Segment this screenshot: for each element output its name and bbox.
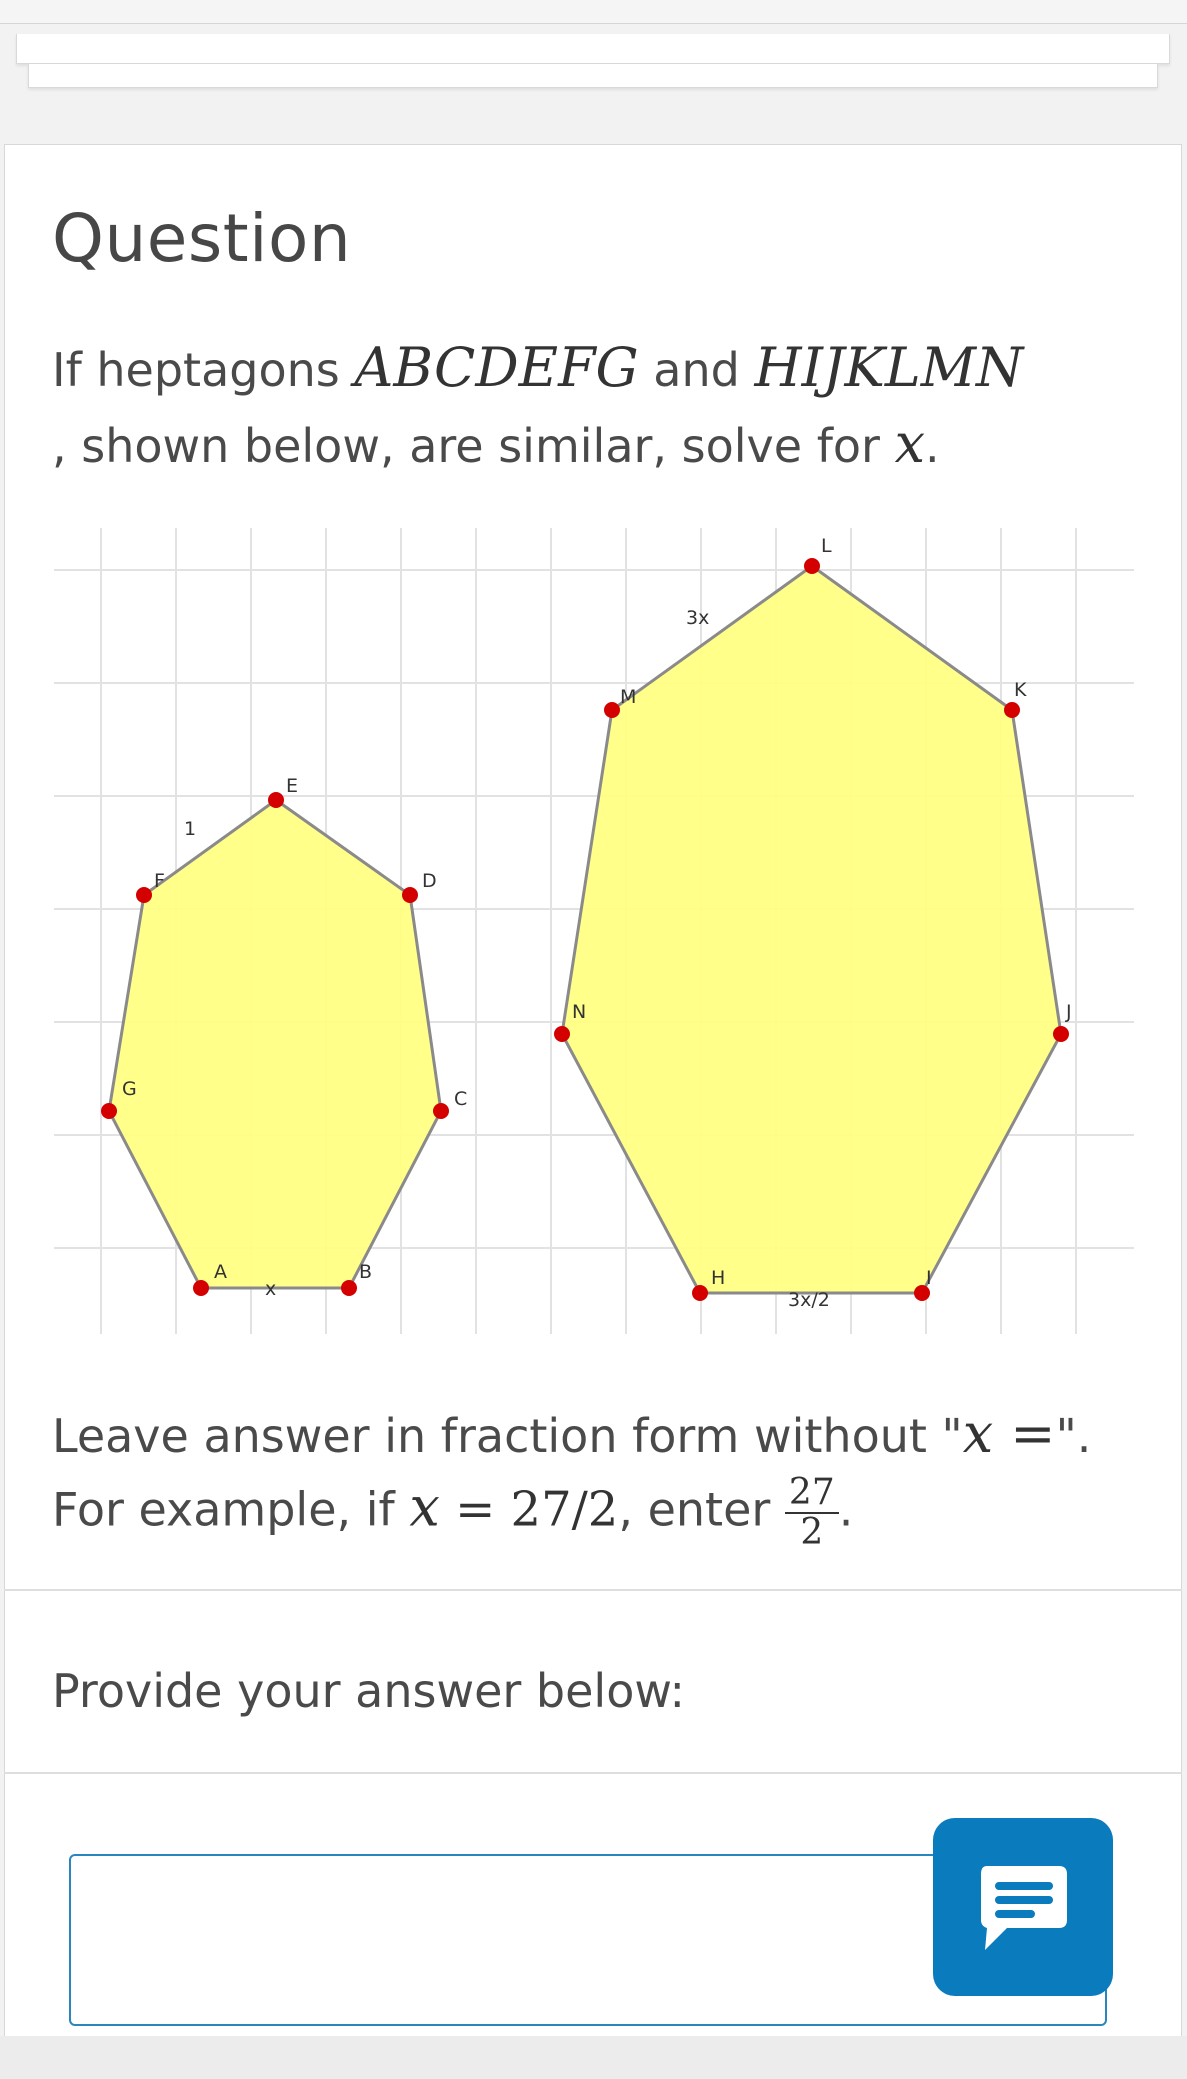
side-fe-label: 1 — [184, 818, 197, 840]
page-title: Question — [52, 200, 352, 277]
heptagon-hijklmn — [562, 566, 1061, 1293]
label-l: L — [821, 535, 832, 557]
question-text: If heptagons — [52, 343, 355, 397]
vertex-j — [1053, 1026, 1069, 1042]
label-e: E — [286, 775, 299, 797]
instruction-text: Leave answer in fraction form without " — [52, 1409, 963, 1463]
variable-x: x — [894, 412, 926, 475]
instruction-text: . — [838, 1482, 854, 1537]
shape2-name: HIJKLMN — [754, 336, 1024, 399]
label-n: N — [572, 1001, 587, 1023]
label-f: F — [154, 870, 165, 892]
instruction-text: , enter — [618, 1482, 785, 1537]
label-c: C — [454, 1088, 468, 1110]
question-text: and — [638, 343, 755, 397]
section-divider — [4, 1589, 1182, 1591]
label-i: I — [926, 1267, 932, 1289]
vertex-n — [554, 1026, 570, 1042]
example-fraction — [785, 1474, 839, 1552]
vertex-d — [402, 887, 418, 903]
top-strip — [0, 0, 1187, 24]
heptagons-figure — [54, 528, 1134, 1334]
label-h: H — [711, 1267, 726, 1289]
stacked-card-edge — [28, 64, 1158, 88]
side-ab-label: x — [265, 1278, 277, 1300]
label-a: A — [214, 1261, 227, 1283]
vertex-f — [136, 887, 152, 903]
side-ml-label: 3x — [686, 607, 710, 629]
answer-prompt: Provide your answer below: — [52, 1664, 685, 1718]
side-hi-label: 3x/2 — [788, 1289, 830, 1311]
label-g: G — [122, 1078, 137, 1100]
instruction-text: For example, if — [52, 1482, 410, 1537]
question-text-line1 — [52, 336, 1023, 399]
fraction-numerator: 27 — [785, 1474, 839, 1514]
instruction-math-eq: = 27/2 — [439, 1481, 619, 1538]
label-d: D — [422, 870, 437, 892]
vertex-e — [268, 792, 284, 808]
label-k: K — [1014, 679, 1027, 701]
chat-button[interactable] — [933, 1818, 1113, 1996]
chat-bubble-icon — [977, 1862, 1069, 1954]
label-b: B — [359, 1261, 373, 1283]
vertex-l — [804, 558, 820, 574]
vertex-m — [604, 702, 620, 718]
vertex-b — [341, 1280, 357, 1296]
question-text: . — [925, 419, 940, 473]
question-text: , shown below, are similar, solve for — [52, 419, 895, 473]
question-text-line2 — [52, 412, 940, 475]
stacked-card-edge — [16, 34, 1170, 64]
shape1-name: ABCDEFG — [354, 336, 639, 399]
vertex-k — [1004, 702, 1020, 718]
vertex-h — [692, 1285, 708, 1301]
vertex-g — [101, 1103, 117, 1119]
label-m: M — [620, 686, 637, 708]
instruction-line2 — [52, 1474, 853, 1552]
instruction-math-var: x — [409, 1475, 440, 1539]
instruction-line1 — [52, 1402, 1091, 1465]
instruction-math: x = — [962, 1402, 1056, 1465]
bottom-strip — [0, 2036, 1187, 2079]
vertex-a — [193, 1280, 209, 1296]
fraction-denominator: 2 — [800, 1512, 824, 1553]
instruction-text: ". — [1055, 1409, 1092, 1463]
vertex-c — [433, 1103, 449, 1119]
section-divider — [4, 1772, 1182, 1774]
label-j: J — [1066, 1001, 1072, 1023]
